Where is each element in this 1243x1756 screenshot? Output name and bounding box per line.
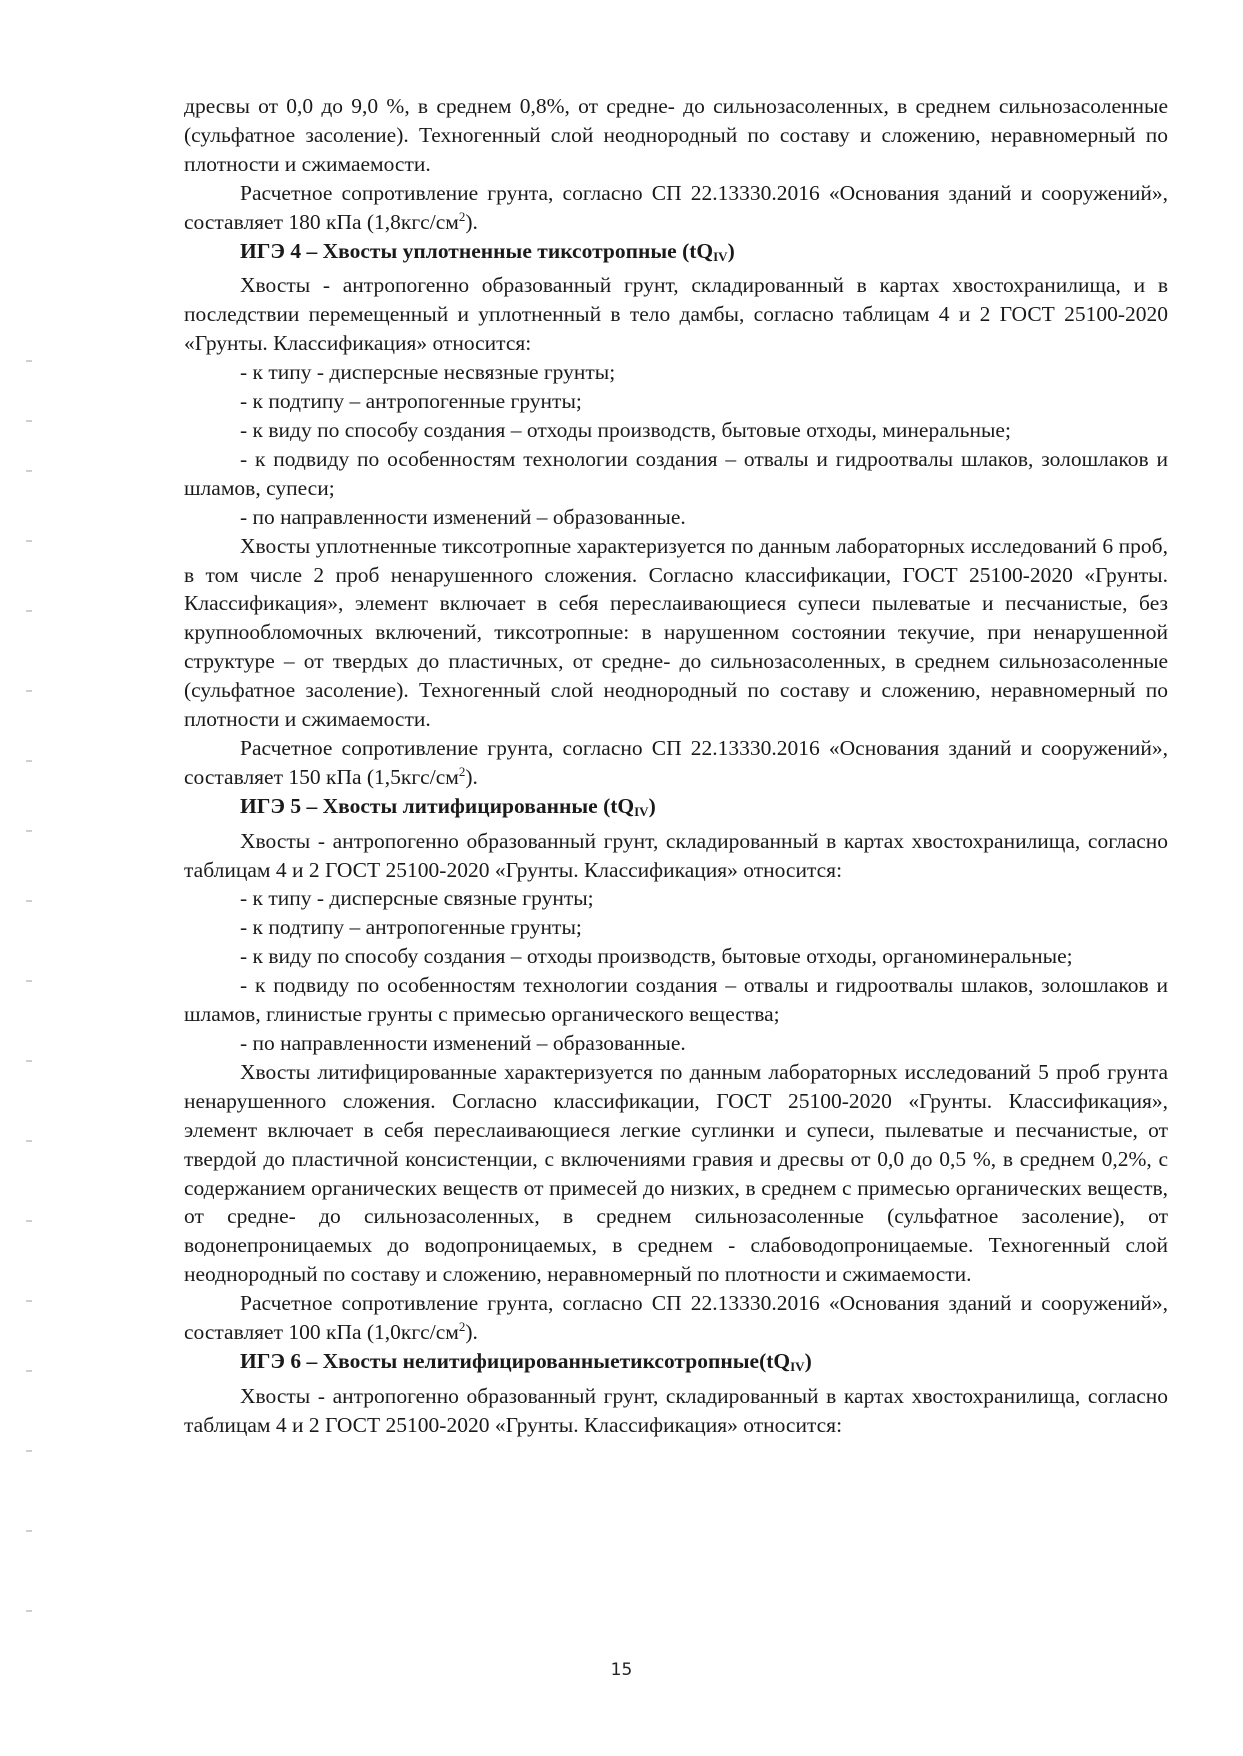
heading-text: ИГЭ 6 – Хвосты нелитифицированныетиксотропные(tQ	[240, 1348, 791, 1373]
paragraph-resistance	[184, 734, 1168, 792]
list-item: - к виду по способу создания – отходы производств, бытовые отходы, минеральные;	[240, 417, 1011, 442]
heading-text: ИГЭ 5 – Хвосты литифицированные (tQ	[240, 793, 635, 818]
heading-suffix: )	[804, 1348, 812, 1373]
paragraph-resistance	[184, 1289, 1168, 1347]
heading-suffix: )	[648, 793, 656, 818]
paragraph-suffix: ).	[465, 1320, 478, 1345]
heading-subscript: IV	[634, 803, 649, 819]
list-item: - к виду по способу создания – отходы производств, бытовые отходы, органоминеральные;	[240, 944, 1073, 969]
paragraph: Хвосты уплотненные тиксотропные характеризуется по данным лабораторных исследований 6 проб, в том числе 2 проб ненарушенного сложения. Согласно классификации, ГОСТ 25100-2020 «Грунты. Классификация», элемент включает в себя переслаивающиеся супеси пылеватые и песчанистые, без крупнообломочных включений, тиксотропные: в нарушенном состоянии текучие, при ненарушенной структуре – от твердых до пластичных, от средне- до сильнозасоленных, в среднем сильнозасоленные (сульфатное засоление). Техногенный слой неоднородный по составу и сложению, неравномерный по плотности и сжимаемости.	[184, 533, 1168, 732]
paragraph: Хвосты литифицированные характеризуется по данным лабораторных исследований 5 проб грунта ненарушенного сложения. Согласно классификации, ГОСТ 25100-2020 «Грунты. Классификация», элемент включает в себя переслаивающиеся легкие суглинки и супеси, пылеватые и песчанистые, от твердой до пластичной консистенции, с включениями гравия и дресвы от 0,0 до 0,5 %, в среднем 0,2%, с содержанием органических веществ от примесей до низких, в среднем с примесью органических веществ, от средне- до сильнозасоленных, в среднем сильнозасоленные (сульфатное засоление), от водонепроницаемых до водопроницаемых, в среднем - слабоводопроницаемые. Техногенный слой неоднородный по составу и сложению, неравномерный по плотности и сжимаемости.	[184, 1059, 1168, 1287]
scan-margin-marks	[20, 360, 40, 1660]
list-item: - к подтипу – антропогенные грунты;	[240, 389, 582, 414]
list-item: - по направленности изменений – образованные.	[240, 1031, 686, 1055]
paragraph: Хвосты - антропогенно образованный грунт, складированный в картах хвостохранилища, и в последствии перемещенный и уплотненный в тело дамбы, согласно таблицам 4 и 2 ГОСТ 25100-2020 «Грунты. Классификация» относится:	[184, 273, 1168, 356]
heading-suffix: )	[727, 238, 735, 263]
heading-subscript: IV	[713, 248, 728, 264]
superscript: 2	[458, 1318, 466, 1334]
list-item: - к подтипу – антропогенные грунты;	[240, 915, 582, 940]
paragraph-text: Расчетное сопротивление грунта, согласно СП 22.13330.2016 «Основания зданий и сооружений», составляет 150 кПа (1,5кгс/см	[184, 735, 1168, 789]
paragraph: Хвосты - антропогенно образованный грунт, складированный в картах хвостохранилища, согласно таблицам 4 и 2 ГОСТ 25100-2020 «Грунты. Классификация» относится:	[184, 828, 1168, 882]
list-item: - к подвиду по особенностям технологии создания – отвалы и гидроотвалы шлаков, золошлаков и шламов, супеси;	[184, 446, 1168, 500]
paragraph: Хвосты - антропогенно образованный грунт, складированный в картах хвостохранилища, согласно таблицам 4 и 2 ГОСТ 25100-2020 «Грунты. Классификация» относится:	[184, 1383, 1168, 1437]
section-heading	[184, 1347, 1168, 1382]
document-body	[184, 92, 1168, 1440]
superscript: 2	[458, 208, 466, 224]
list-item: - к типу - дисперсные несвязные грунты;	[240, 360, 616, 385]
page-number: 15	[610, 1660, 633, 1680]
superscript: 2	[458, 763, 466, 779]
paragraph-resistance	[184, 179, 1168, 237]
list-item: - к подвиду по особенностям технологии создания – отвалы и гидроотвалы шлаков, золошлаков и шламов, глинистые грунты с примесью органического вещества;	[184, 973, 1168, 1027]
heading-text: ИГЭ 4 – Хвосты уплотненные тиксотропные (tQ	[240, 238, 714, 263]
paragraph-suffix: ).	[465, 764, 478, 789]
paragraph: дресвы от 0,0 до 9,0 %, в среднем 0,8%, от средне- до сильнозасоленных, в среднем сильнозасоленные (сульфатное засоление). Техногенный слой неоднородный по составу и сложению, неравномерный по плотности и сжимаемости.	[184, 94, 1168, 176]
list-item: - к типу - дисперсные связные грунты;	[240, 886, 594, 911]
paragraph-text: Расчетное сопротивление грунта, согласно СП 22.13330.2016 «Основания зданий и сооружений», составляет 180 кПа (1,8кгс/см	[184, 180, 1168, 234]
section-heading	[184, 237, 1168, 272]
paragraph-text: Расчетное сопротивление грунта, согласно СП 22.13330.2016 «Основания зданий и сооружений», составляет 100 кПа (1,0кгс/см	[184, 1291, 1168, 1345]
section-heading	[184, 792, 1168, 827]
list-item: - по направленности изменений – образованные.	[240, 504, 686, 529]
paragraph-suffix: ).	[465, 209, 478, 234]
heading-subscript: IV	[790, 1358, 805, 1374]
